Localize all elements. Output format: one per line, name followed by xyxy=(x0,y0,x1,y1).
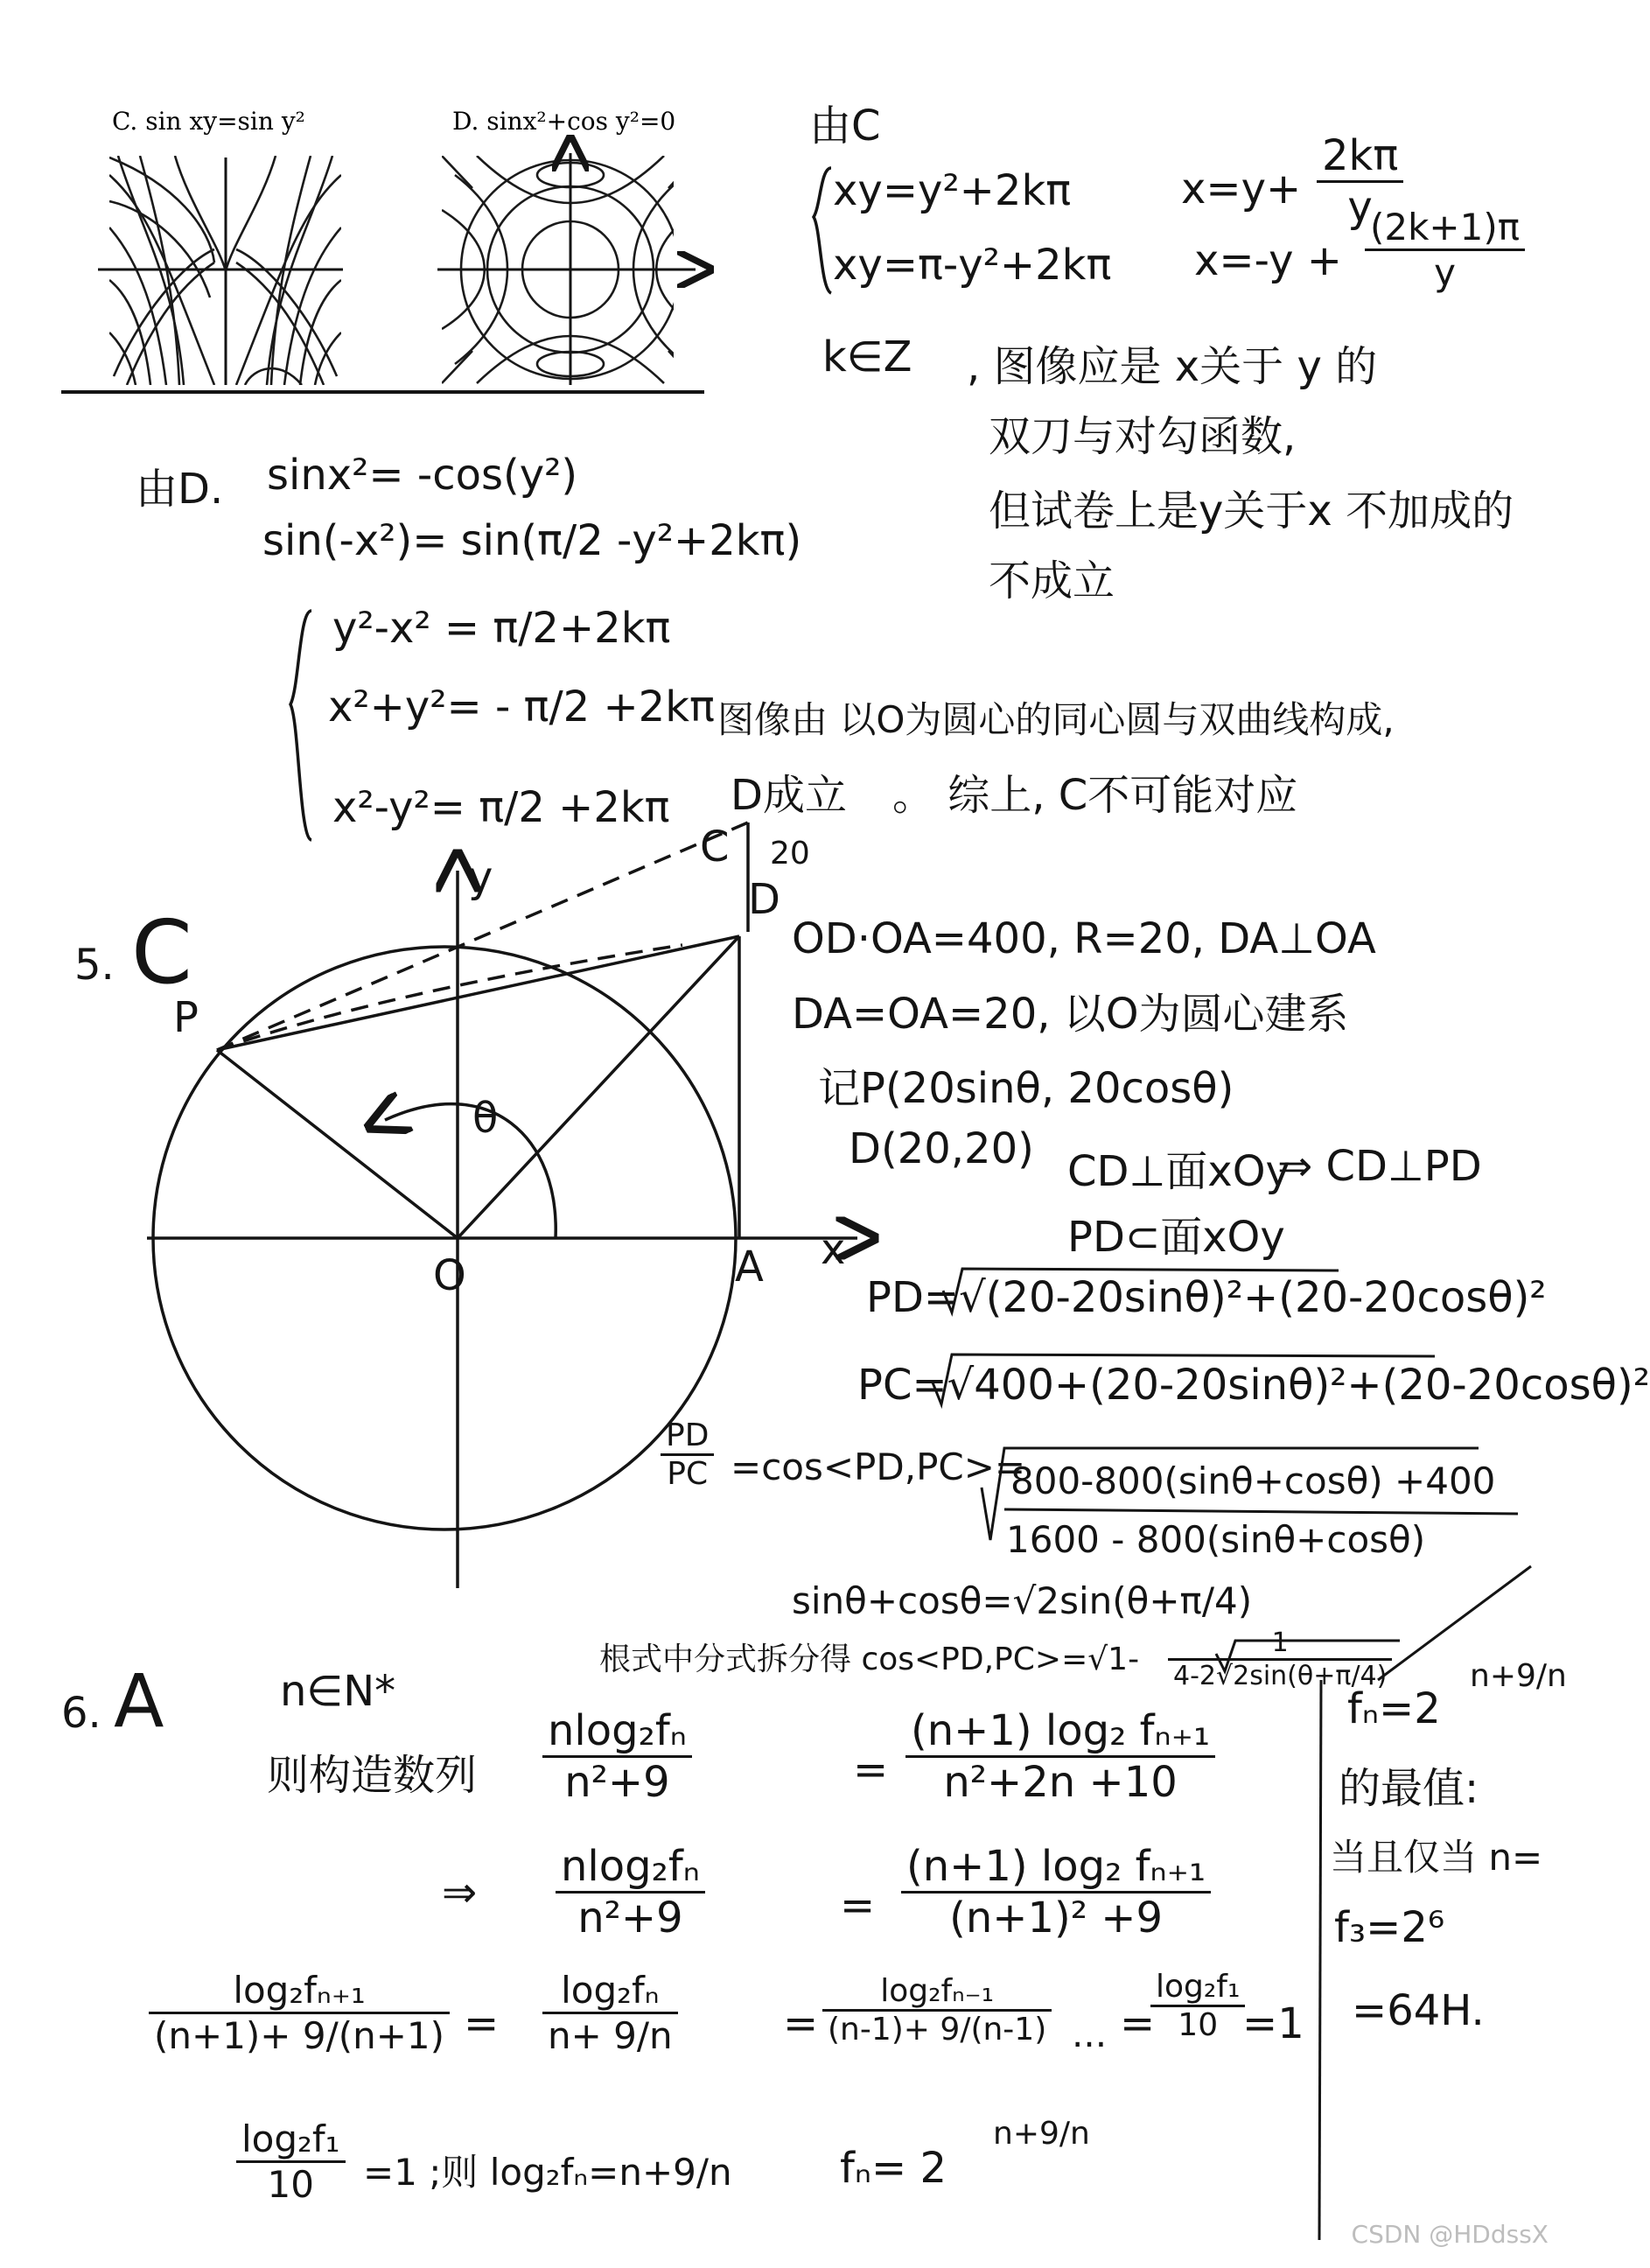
sol1-numerator: 2kπ xyxy=(1322,131,1399,180)
eq-sign-3: = xyxy=(464,1999,500,2048)
chain1-num: log₂fₙ₊₁ xyxy=(233,1969,366,2012)
frac2-den: n²+2n +10 xyxy=(905,1755,1215,1807)
problem6-frac4 xyxy=(901,1842,1211,1942)
label-p: P xyxy=(173,993,199,1042)
label-a: A xyxy=(735,1242,764,1292)
problem5-line4: D(20,20) xyxy=(849,1124,1034,1173)
chain2-den: n+ 9/n xyxy=(542,2012,678,2057)
eq-sign-4: = xyxy=(783,1999,819,2048)
problem6-answer: A xyxy=(114,1658,164,1744)
section-d-line2: sin(-x²)= sin(π/2 -y²+2kπ) xyxy=(262,516,802,565)
chain-dots: ... xyxy=(1072,2012,1108,2055)
section-c-note2: 双刀与对勾函数, xyxy=(989,412,1297,461)
frac1-den: n²+9 xyxy=(542,1755,692,1807)
brace-c xyxy=(814,168,831,293)
label-d: D xyxy=(748,875,780,924)
eq-sign-2: = xyxy=(840,1881,876,1930)
problem6-fn-final: fₙ= 2 xyxy=(840,2144,947,2193)
section-c-note1: , 图像应是 x关于 y 的 xyxy=(967,342,1378,391)
plot-d-title: D. sinx²+cos y²=0 xyxy=(452,107,676,136)
frac4-num: (n+1) log₂ fₙ₊₁ xyxy=(906,1842,1206,1891)
section-d-note1: 图像由 以O为圆心的同心圆与双曲线构成, xyxy=(717,698,1395,741)
problem6-frac1 xyxy=(542,1706,692,1807)
plot-c-title: C. sin xy=sin y² xyxy=(112,107,305,136)
problem5-final-frac xyxy=(1168,1628,1392,1691)
label-y: y xyxy=(468,853,493,902)
chain4-num: log₂f₁ xyxy=(1156,1969,1241,2005)
section-d-heading: 由D. xyxy=(136,465,224,514)
problem5-pd: PD=√(20-20sinθ)²+(20-20cosθ)² xyxy=(866,1273,1547,1322)
problem5-answer: C xyxy=(131,901,192,1004)
side-fn: fₙ=2 xyxy=(1347,1684,1441,1733)
ratio-denominator: PC xyxy=(661,1453,714,1492)
problem6-last-text: =1 ;则 log₂fₙ=n+9/n xyxy=(363,2151,732,2194)
side-line3: f₃=2⁶ xyxy=(1334,1903,1445,1952)
chain3-num: log₂fₙ₋₁ xyxy=(880,1973,994,2009)
problem5-root-num: 800-800(sinθ+cosθ) +400 xyxy=(1010,1460,1496,1502)
problem5-root-den: 1600 - 800(sinθ+cosθ) xyxy=(1006,1518,1426,1561)
segment-op xyxy=(217,1050,458,1238)
sol1-denominator: y xyxy=(1317,180,1403,232)
problem5-line3: 记P(20sinθ, 20cosθ) xyxy=(818,1064,1234,1113)
section-c-note4: 不成立 xyxy=(989,556,1115,606)
section-c-eq2: xy=π-y²+2kπ xyxy=(833,241,1112,290)
problem6-construct: 则构造数列 xyxy=(267,1751,478,1800)
problem6-frac2 xyxy=(905,1706,1215,1807)
problem5-line5a: CD⊥面xOy xyxy=(1067,1147,1290,1196)
segment-pd xyxy=(217,936,739,1050)
problem5-pc: PC=√400+(20-20sinθ)²+(20-20cosθ)² xyxy=(857,1361,1650,1410)
problem5-line5b: PD⊂面xOy xyxy=(1067,1213,1285,1262)
section-c-kz: k∈Z xyxy=(822,332,912,382)
problem5-ratio-mid: =cos<PD,PC>= xyxy=(731,1446,1026,1488)
chain4-den: 10 xyxy=(1150,2005,1245,2043)
sol2-denominator: y xyxy=(1365,248,1525,294)
label-20: 20 xyxy=(770,836,810,872)
problem6-chain4 xyxy=(1150,1969,1245,2043)
last-num: log₂f₁ xyxy=(241,2118,340,2160)
problem6-chain1 xyxy=(149,1969,450,2057)
chain-eq-one: =1 xyxy=(1242,1999,1304,2048)
sol2-numerator: (2k+1)π xyxy=(1370,206,1521,248)
chain1-den: (n+1)+ 9/(n+1) xyxy=(149,2012,450,2057)
problem6-frac3 xyxy=(556,1842,705,1942)
frac3-num: nlog₂fₙ xyxy=(561,1842,700,1891)
label-x: x xyxy=(821,1225,846,1274)
problem6-number: 6. xyxy=(61,1689,101,1738)
section-d-case2: x²+y²= - π/2 +2kπ xyxy=(328,682,715,732)
section-c-heading: 由C xyxy=(809,102,881,150)
section-d-case1: y²-x² = π/2+2kπ xyxy=(332,604,671,653)
side-line1: 的最值: xyxy=(1339,1764,1479,1813)
side-line2: 当且仅当 n= xyxy=(1330,1836,1543,1879)
problem5-final: 根式中分式拆分得 cos<PD,PC>=√1- xyxy=(599,1642,1140,1677)
problem5-aux: sinθ+cosθ=√2sin(θ+π/4) xyxy=(792,1579,1253,1622)
theta-arc xyxy=(385,1104,556,1238)
side-exp: n+9/n xyxy=(1470,1658,1567,1694)
section-d-case3: x²-y²= π/2 +2kπ xyxy=(332,783,670,832)
problem6-fn-exp: n+9/n xyxy=(993,2116,1090,2152)
final-numerator: 1 xyxy=(1271,1628,1289,1658)
side-line4: =64H. xyxy=(1352,1986,1485,2035)
problem6-chain2 xyxy=(542,1969,678,2057)
problem6-last-frac xyxy=(236,2118,346,2206)
implies-arrow: ⇒ xyxy=(442,1868,478,1917)
ratio-numerator: PD xyxy=(666,1418,710,1453)
problem5-ratio xyxy=(661,1418,714,1492)
eq-sign-5: = xyxy=(1120,1999,1156,2048)
section-c-eq1: xy=y²+2kπ xyxy=(833,166,1072,215)
problem5-number: 5. xyxy=(74,941,115,990)
chain2-num: log₂fₙ xyxy=(561,1969,660,2012)
section-c-sol2: x=-y + xyxy=(1194,236,1342,285)
brace-d xyxy=(290,611,311,840)
section-c-sol2-frac xyxy=(1365,206,1525,294)
frac4-den: (n+1)² +9 xyxy=(901,1891,1211,1942)
watermark: CSDN @HDdssX xyxy=(1351,2220,1549,2249)
problem5-line5c: ⇒ CD⊥PD xyxy=(1277,1142,1482,1191)
problem5-line2: DA=OA=20, 以O为圆心建系 xyxy=(792,990,1349,1039)
section-d-note2: D成立 xyxy=(731,771,847,820)
label-theta: θ xyxy=(472,1094,499,1143)
chain3-den: (n-1)+ 9/(n-1) xyxy=(822,2009,1052,2048)
frac1-num: nlog₂fₙ xyxy=(548,1706,687,1755)
last-den: 10 xyxy=(236,2160,346,2206)
section-c-sol1: x=y+ xyxy=(1181,164,1302,214)
label-o: O xyxy=(433,1251,466,1300)
section-d-line1: sinx²= -cos(y²) xyxy=(267,451,578,500)
frac3-den: n²+9 xyxy=(556,1891,705,1942)
eq-sign-1: = xyxy=(853,1746,889,1795)
final-denominator: 4-2√2sin(θ+π/4) xyxy=(1168,1658,1392,1691)
problem6-domain: n∈N* xyxy=(280,1667,396,1716)
divider-line xyxy=(1319,1680,1321,2240)
frac2-num: (n+1) log₂ fₙ₊₁ xyxy=(911,1706,1211,1755)
label-c: C xyxy=(700,822,730,872)
section-d-note3: 。 综上, C不可能对应 xyxy=(892,771,1298,820)
problem6-chain3 xyxy=(822,1973,1052,2048)
segment-od xyxy=(458,936,739,1238)
problem5-line1: OD·OA=400, R=20, DA⊥OA xyxy=(792,914,1376,963)
section-c-note3: 但试卷上是y关于x 不加成的 xyxy=(989,486,1514,536)
